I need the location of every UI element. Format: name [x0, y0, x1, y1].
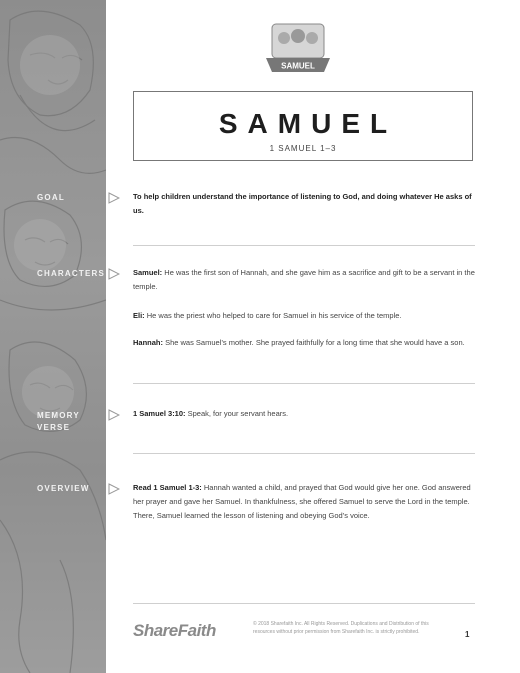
page-title: SAMUEL: [218, 108, 398, 139]
overview-text: [133, 481, 475, 523]
memory-verse-body: Speak, for your servant hears.: [185, 409, 289, 418]
divider: [133, 245, 475, 246]
character-eli: [133, 309, 475, 323]
memory-verse-label: [37, 410, 80, 434]
goal-arrow-icon: [108, 192, 120, 204]
character-name: Samuel:: [133, 268, 163, 277]
character-samuel: [133, 266, 475, 294]
character-name: Hannah:: [133, 338, 163, 347]
divider: [133, 453, 475, 454]
characters-arrow-icon: [108, 268, 120, 280]
character-description: He was the priest who helped to care for Samuel in his service of the temple.: [144, 311, 402, 320]
memory-verse-arrow-icon: [108, 409, 120, 421]
overview-label: OVERVIEW: [37, 484, 90, 493]
character-name: Eli:: [133, 311, 145, 320]
badge-text: SAMUEL: [281, 61, 315, 71]
overview-arrow-icon: [108, 483, 120, 495]
character-description: She was Samuel’s mother. She prayed faithfully for a long time that she would have a son.: [163, 338, 465, 347]
footer-divider: [133, 603, 475, 604]
memory-verse-text: [133, 407, 475, 421]
goal-label: GOAL: [37, 193, 65, 202]
character-description: He was the first son of Hannah, and she gave him as a sacrifice and gift to be a servant in the temple.: [133, 268, 475, 291]
title-box: [133, 91, 473, 161]
page-number: 1: [465, 630, 470, 639]
goal-text: To help children understand the importance of listening to God, and doing whatever He asks of us.: [133, 192, 472, 215]
overview-body: Hannah wanted a child, and prayed that God would give her one. God answered her prayer and gave her Samuel. In thankfulness, she offered Samuel to serve the Lord in the temple. There, Samuel learned the lesson of listening and obeying God’s voice.: [133, 483, 471, 520]
memory-verse-reference: 1 Samuel 3:10:: [133, 409, 186, 418]
overview-reference: Read 1 Samuel 1-3:: [133, 483, 202, 492]
memory-label-line2: VERSE: [37, 423, 71, 432]
sidebar-illustration: [0, 0, 106, 673]
divider: [133, 383, 475, 384]
copyright-notice: © 2018 Sharefaith Inc. All Rights Reserved. Duplications and Distribution of this resources without prior permission from Sharefaith Inc. is strictly prohibited.: [253, 621, 429, 635]
illustration-art: [0, 0, 106, 673]
sharefaith-logo: ShareFaith: [133, 621, 216, 640]
characters-label: CHARACTERS: [37, 269, 105, 278]
scripture-reference: 1 SAMUEL 1–3: [269, 144, 337, 153]
character-hannah: [133, 336, 475, 350]
samuel-badge-logo: [262, 20, 334, 82]
memory-label-line1: MEMORY: [37, 411, 80, 420]
